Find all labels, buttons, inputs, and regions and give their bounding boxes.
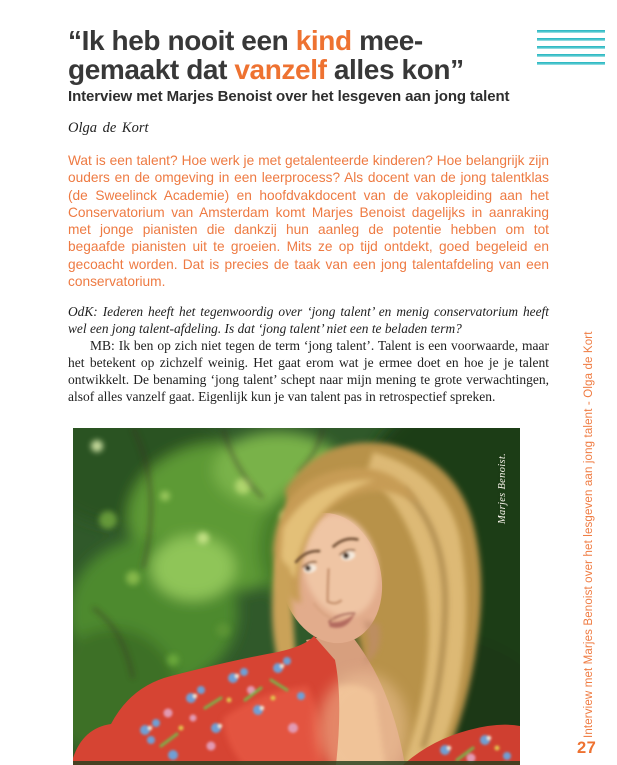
title-segment: mee- bbox=[351, 25, 423, 56]
logo-line bbox=[537, 54, 605, 57]
logo-line bbox=[537, 62, 605, 65]
title-segment: alles kon” bbox=[326, 53, 464, 85]
photo-credit: Marjes Benoist. bbox=[497, 453, 508, 524]
intro-paragraph: Wat is een talent? Hoe werk je met getalenteerde kinderen? Hoe belangrijk zijn ouders en de omgeving in een leerprocess? Als docent van de jong talentklas (de Sweelinck Academie) en hoofdvakdocent van de vakopleiding aan het Conservatorium van Amsterdam komt Marjes Benoist dagelijks in aanraking met jonge pianisten die dankzij hun aanleg de potentie hebben om tot begaafde pianisten uit te groeien. Mits ze op tijd ontdekt, goed begeleid en gecoacht worden. Dat is precies de taak van een jong talentafdeling van een conservatorium. bbox=[68, 153, 549, 290]
logo-line bbox=[537, 38, 605, 41]
page-number: 27 bbox=[577, 739, 597, 757]
title-segment: gemaakt dat bbox=[68, 53, 235, 85]
article-subtitle: Interview met Marjes Benoist over het lesgeven aan jong talent bbox=[68, 88, 510, 105]
logo-line bbox=[537, 30, 605, 33]
interview-question: OdK: Iederen heeft het tegenwoordig over ‘jong talent’ en menig conservatorium heeft wel een jong talent-afdeling. Is dat ‘jong talent’ niet een te beladen term? bbox=[68, 304, 549, 336]
interview-answer: MB: Ik ben op zich niet tegen de term ‘jong talent’. Talent is een voorwaarde, maar het betekent op zichzelf weinig. Het gaat erom wat je ermee doet en hoe je je talent ontwikkelt. De benaming ‘jong talent’ schept naar mijn mening te grote verwachtingen, alsof alles vanzelf gaat. Eigenlijk kun je van talent pas in retrospectief spreken. bbox=[68, 338, 549, 404]
teal-lines-logo bbox=[537, 30, 605, 70]
title-highlight-kind: kind bbox=[295, 25, 352, 56]
logo-line bbox=[537, 46, 605, 49]
sidebar-vertical-title: Interview met Marjes Benoist over het lesgeven aan jong talent - Olga de Kort bbox=[583, 331, 595, 738]
title-segment: “Ik heb nooit een bbox=[68, 25, 296, 56]
page-title bbox=[68, 27, 552, 84]
title-highlight-vanzelf: vanzelf bbox=[234, 53, 327, 85]
author-byline: Olga de Kort bbox=[68, 120, 149, 136]
portrait-photo bbox=[73, 428, 520, 765]
portrait-illustration bbox=[73, 428, 520, 765]
